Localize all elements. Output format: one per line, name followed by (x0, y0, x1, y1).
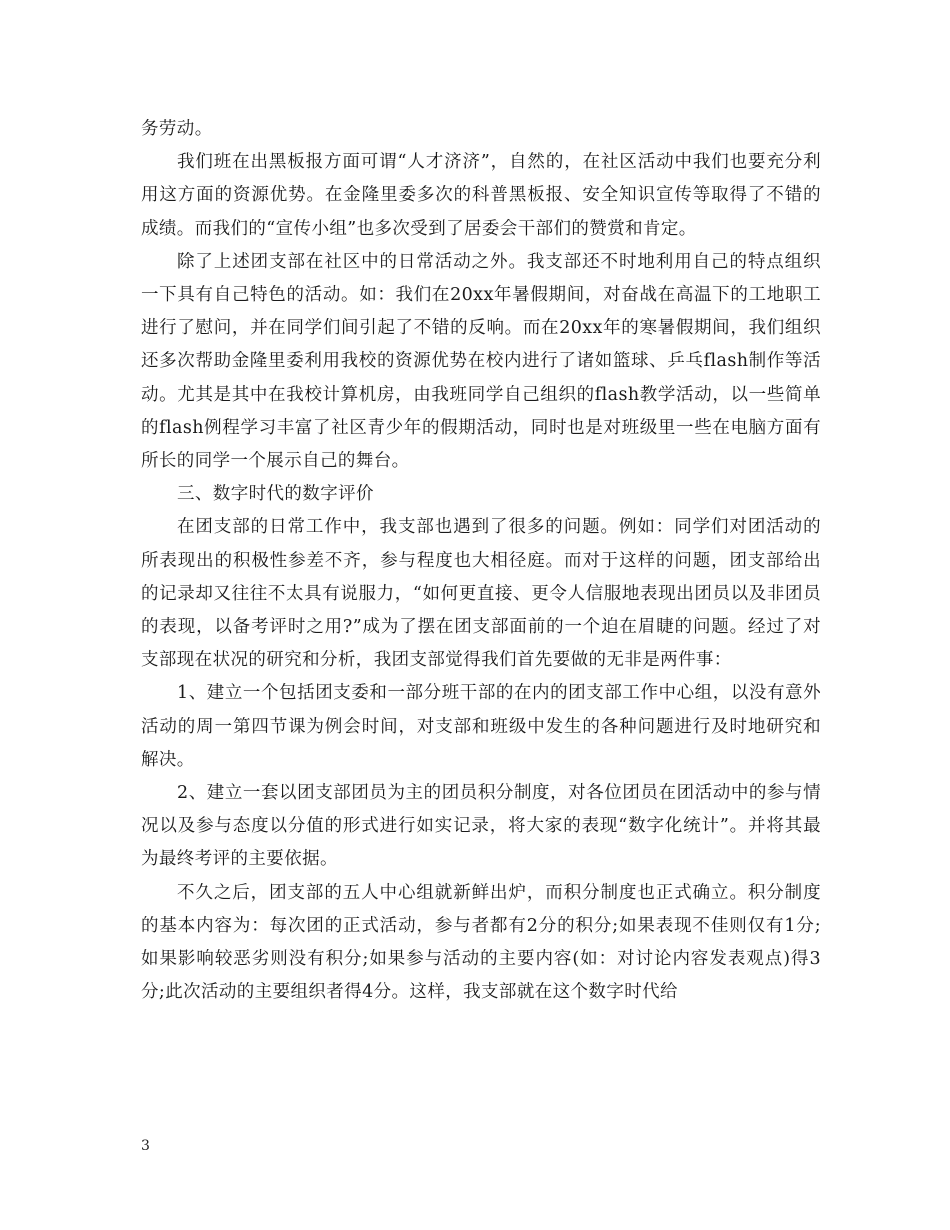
page-number: 3 (141, 1138, 150, 1154)
section-heading: 三、数字时代的数字评价 (177, 484, 374, 505)
list-item-2: 2、建立一套以团支部团员为主的团员积分制度，对各位团员在团活动中的参与情况以及参与态度以分值的形式进行如实记录，将大家的表现“数字化统计”。并将其最为最终考评的主要依据。 (141, 783, 821, 870)
paragraph-1: 务劳动。 (141, 119, 213, 139)
paragraph-3: 除了上述团支部在社区中的日常活动之外。我支部还不时地利用自己的特点组织一下具有自己特色的活动。如：我们在20xx年暑假期间，对奋战在高温下的工地职工进行了慰问，并在同学们间引起了不错的反响。而在20xx年的寒暑假期间，我们组织还多次帮助金隆里委利用我校的资源优势在校内进行了诸如篮球、乒乓flash制作等活动。尤其是其中在我校计算机房，由我班同学自己组织的flash教学活动，以一些简单的flash例程学习丰富了社区青少年的假期活动，同时也是对班级里一些在电脑方面有所长的同学一个展示自己的舞台。 (141, 251, 821, 472)
list-item-1: 1、建立一个包括团支委和一部分班干部的在内的团支部工作中心组，以没有意外活动的周一第四节课为例会时间，对支部和班级中发生的各种问题进行及时地研究和解决。 (141, 683, 821, 770)
paragraph-5: 不久之后，团支部的五人中心组就新鲜出炉，而积分制度也正式确立。积分制度的基本内容为：每次团的正式活动，参与者都有2分的积分;如果表现不佳则仅有1分;如果影响较恶劣则没有积分;如果参与活动的主要内容(如：对讨论内容发表观点)得3分;此次活动的主要组织者得4分。这样，我支部就在这个数字时代给 (141, 882, 821, 1003)
paragraph-2: 我们班在出黑板报方面可谓“人才济济”，自然的，在社区活动中我们也要充分利用这方面的资源优势。在金隆里委多次的科普黑板报、安全知识宣传等取得了不错的成绩。而我们的“宣传小组”也多次受到了居委会干部们的赞赏和肯定。 (141, 152, 821, 239)
paragraph-4: 在团支部的日常工作中，我支部也遇到了很多的问题。例如：同学们对团活动的所表现出的积极性参差不齐，参与程度也大相径庭。而对于这样的问题，团支部给出的记录却又往往不太具有说服力，“如何更直接、更令人信服地表现出团员以及非团员的表现，以备考评时之用?”成为了摆在团支部面前的一个迫在眉睫的问题。经过了对支部现在状况的研究和分析，我团支部觉得我们首先要做的无非是两件事： (141, 517, 821, 671)
document-body (141, 113, 821, 1009)
